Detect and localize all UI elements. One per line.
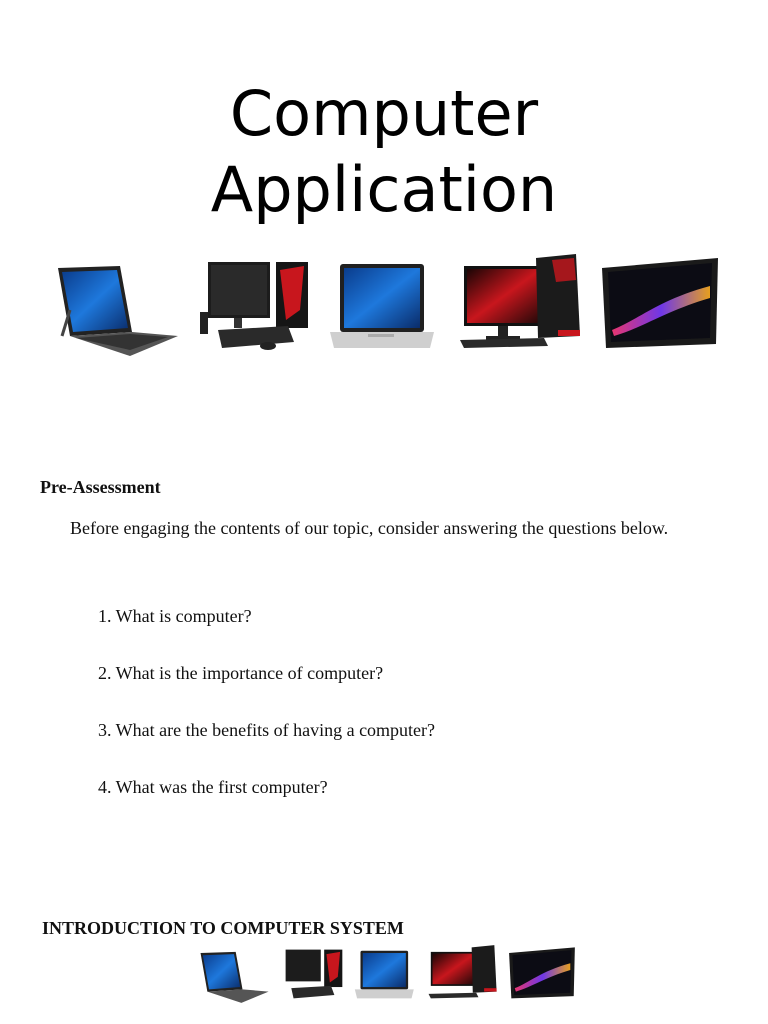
device-image-strip bbox=[50, 250, 720, 360]
tablet-image bbox=[602, 258, 718, 348]
title-line-1: Computer bbox=[229, 77, 539, 150]
device-image-strip-small bbox=[196, 942, 576, 1006]
two-in-one-tablet-image bbox=[58, 266, 178, 356]
question-item: 1. What is computer? bbox=[98, 606, 252, 626]
title-line-2: Application bbox=[210, 153, 558, 226]
gaming-desktop-image bbox=[200, 262, 308, 350]
question-item: 3. What are the benefits of having a computer? bbox=[98, 720, 436, 740]
pre-assessment-heading: Pre-Assessment bbox=[40, 477, 161, 497]
question-item: 2. What is the importance of computer? bbox=[98, 663, 384, 683]
document-title bbox=[0, 76, 768, 228]
lead-text: Before engaging the contents of our topic, consider answering the questions below. bbox=[70, 518, 669, 538]
question-list bbox=[98, 605, 435, 833]
section-heading: INTRODUCTION TO COMPUTER SYSTEM bbox=[42, 918, 404, 938]
question-item: 4. What was the first computer? bbox=[98, 777, 328, 797]
desktop-tower-image bbox=[460, 254, 580, 348]
laptop-image bbox=[330, 264, 434, 348]
